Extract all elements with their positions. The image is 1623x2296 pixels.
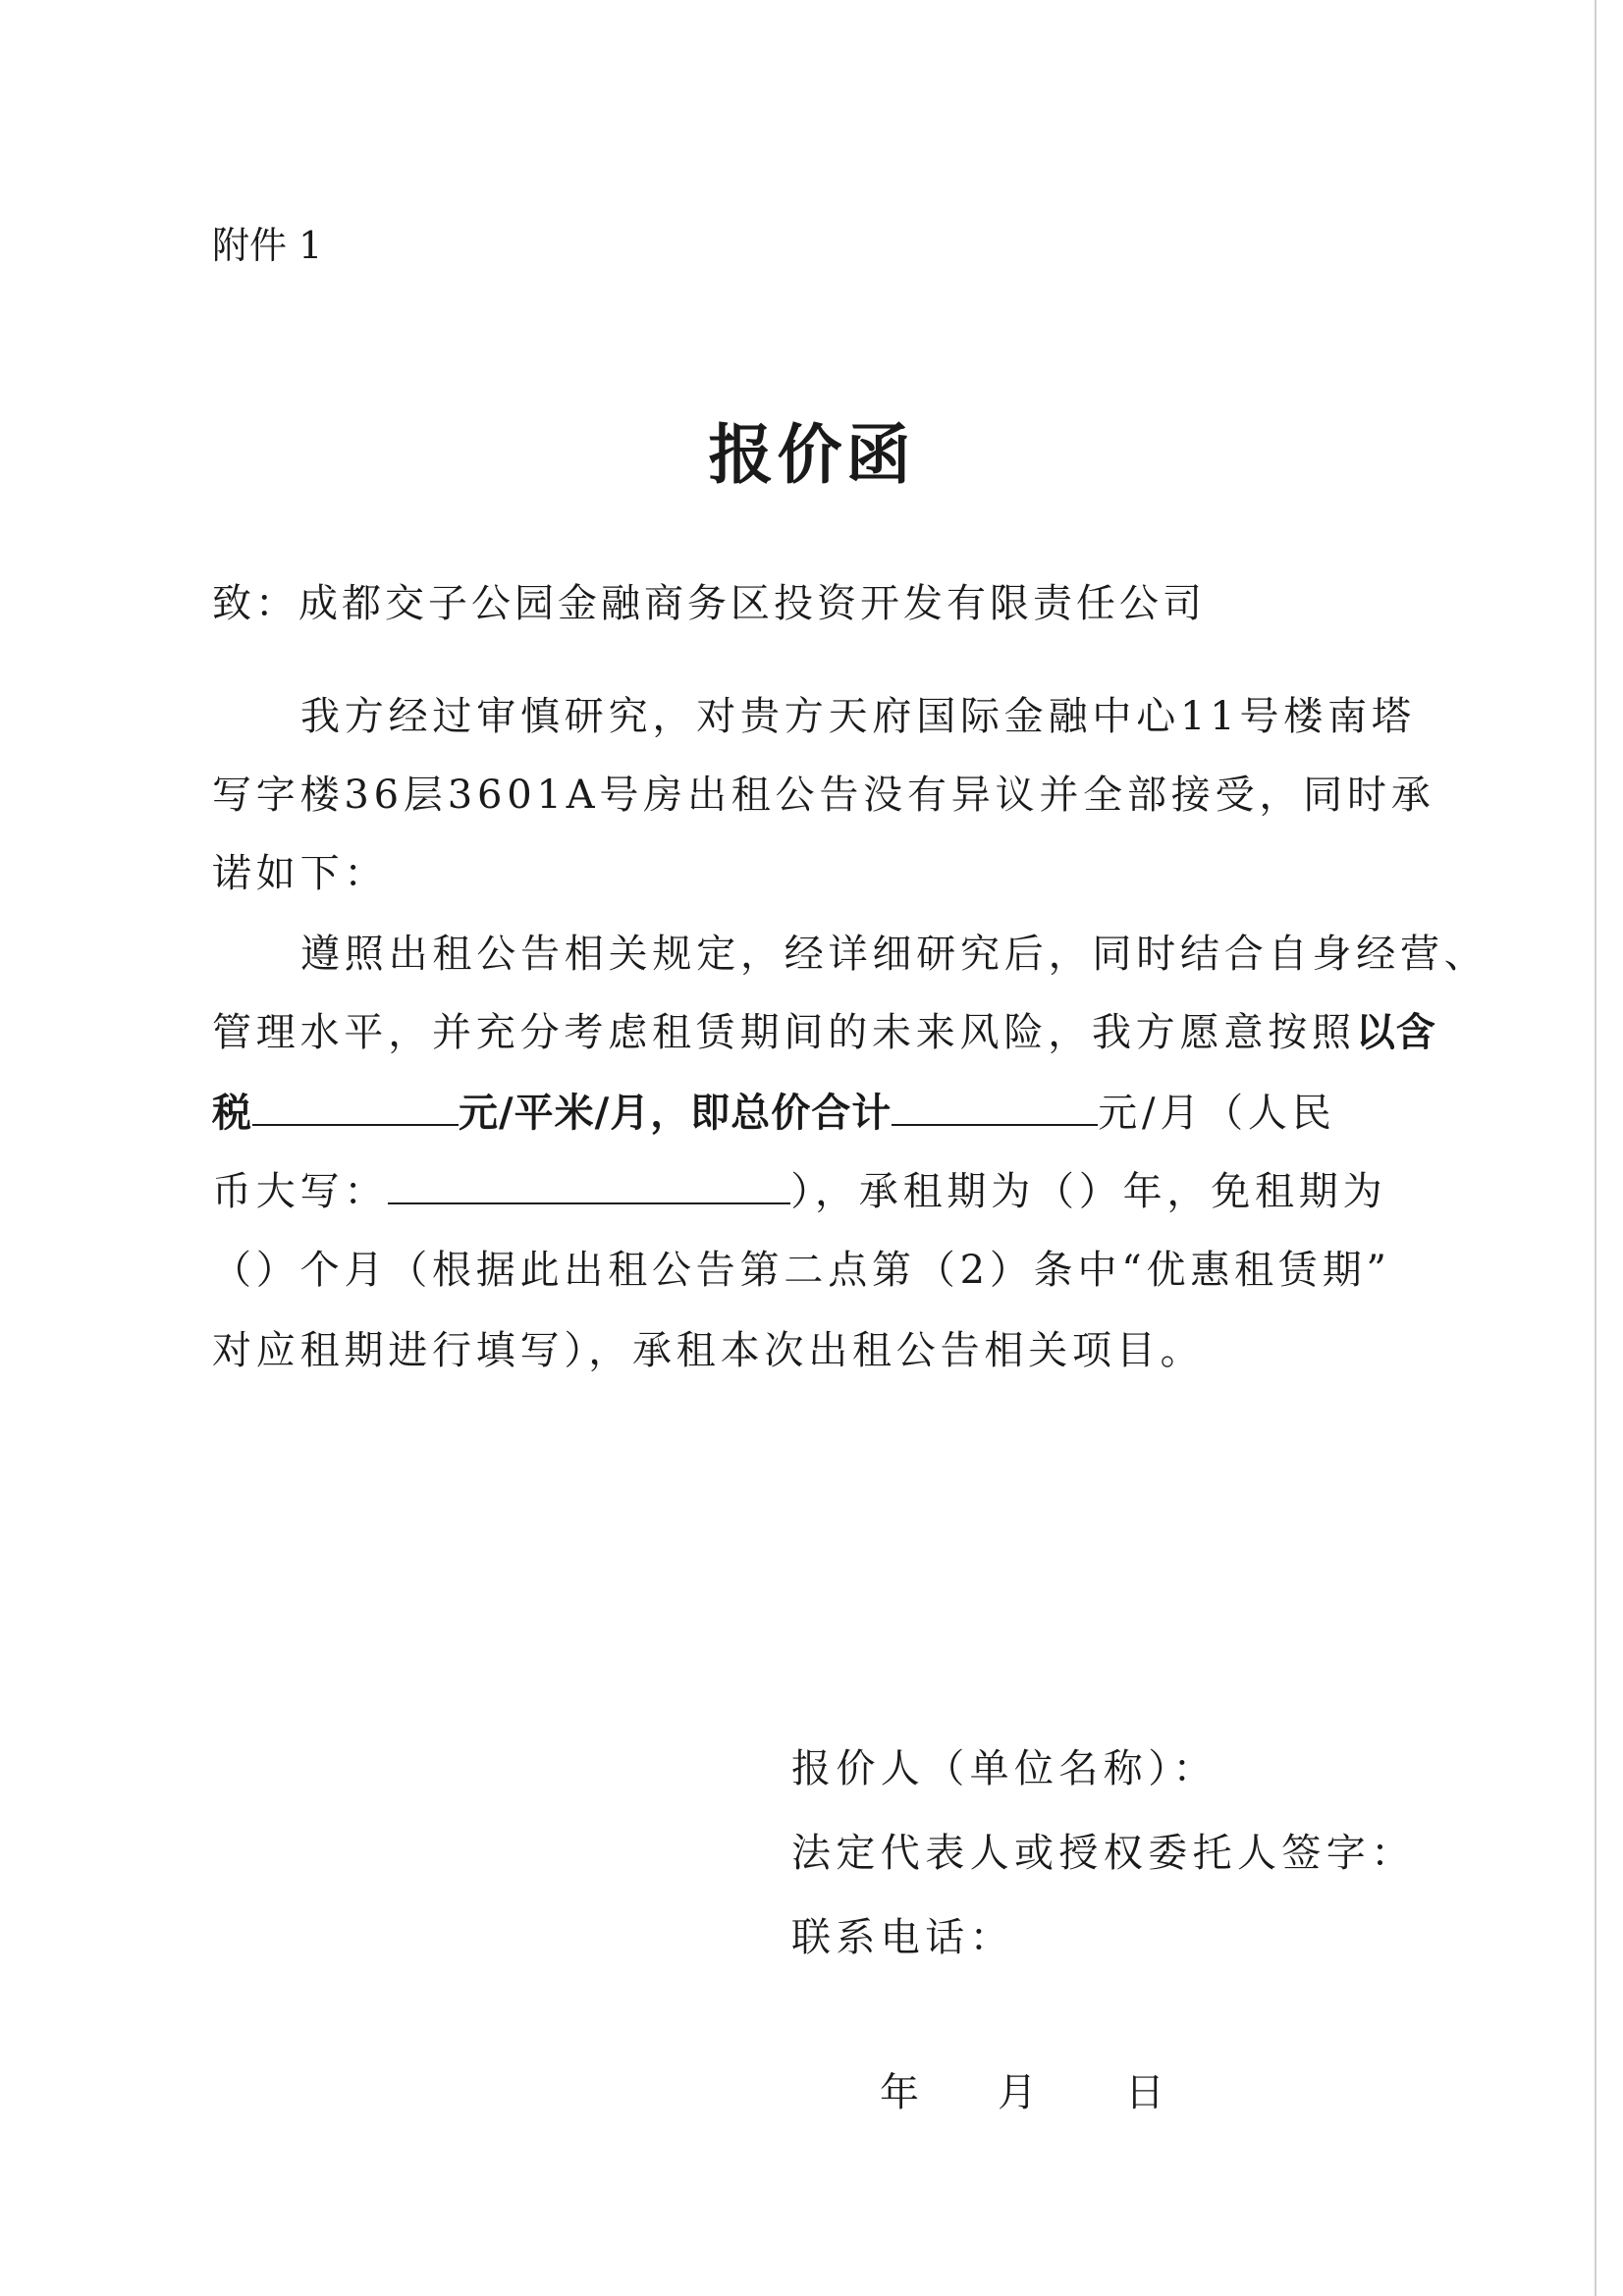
date-year: 年 <box>880 2070 919 2115</box>
paragraph2-line5: （）个月（根据此出租公告第二点第（2）条中“优惠租赁期” <box>212 1248 1391 1293</box>
paragraph1-line1: 我方经过审慎研究，对贵方天府国际金融中心11号楼南塔 <box>300 694 1416 739</box>
document-title: 报价函 <box>708 417 915 493</box>
lease-term-text: ），承租期为（）年，免租期为 <box>790 1169 1387 1214</box>
uppercase-amount-blank[interactable] <box>388 1173 790 1204</box>
tax-label: 税 <box>212 1090 252 1136</box>
total-price-blank[interactable] <box>892 1095 1098 1126</box>
recipient-name: 成都交子公园金融商务区投资开发有限责任公司 <box>298 581 1206 626</box>
uppercase-amount-label: 币大写： <box>212 1169 389 1214</box>
date-day: 日 <box>1125 2070 1164 2115</box>
paragraph1-line2: 写字楼36层3601A号房出租公告没有异议并全部接受，同时承 <box>212 773 1435 818</box>
recipient-line <box>212 572 1206 628</box>
paragraph2-line4 <box>212 1168 1386 1215</box>
attachment-label: 附件 1 <box>212 224 323 267</box>
paragraph1-line3: 诺如下： <box>212 851 389 896</box>
date-month: 月 <box>998 2070 1037 2115</box>
paragraph2-line3 <box>212 1090 1336 1137</box>
bidder-label: 报价人（单位名称）： <box>791 1746 1217 1791</box>
unit-price-blank[interactable] <box>252 1095 459 1126</box>
recipient-prefix: 致： <box>212 581 298 626</box>
paragraph2-line1: 遵照出租公告相关规定，经详细研究后，同时结合自身经营、 <box>300 932 1488 977</box>
paragraph2-line2 <box>212 1009 1436 1056</box>
representative-signature-label: 法定代表人或授权委托人签字： <box>791 1831 1416 1876</box>
unit-price-unit: 元/平米/月，即总价合计 <box>459 1090 893 1136</box>
phone-label: 联系电话： <box>791 1915 1014 1960</box>
page-edge <box>1595 0 1596 2296</box>
paragraph2-line2-text: 管理水平，并充分考虑租赁期间的未来风险，我方愿意按照 <box>212 1010 1356 1055</box>
total-price-unit: 元/月（人民 <box>1098 1091 1336 1136</box>
tax-inclusive-label: 以含 <box>1355 1009 1436 1055</box>
paragraph2-line6: 对应租期进行填写），承租本次出租公告相关项目。 <box>212 1328 1205 1373</box>
